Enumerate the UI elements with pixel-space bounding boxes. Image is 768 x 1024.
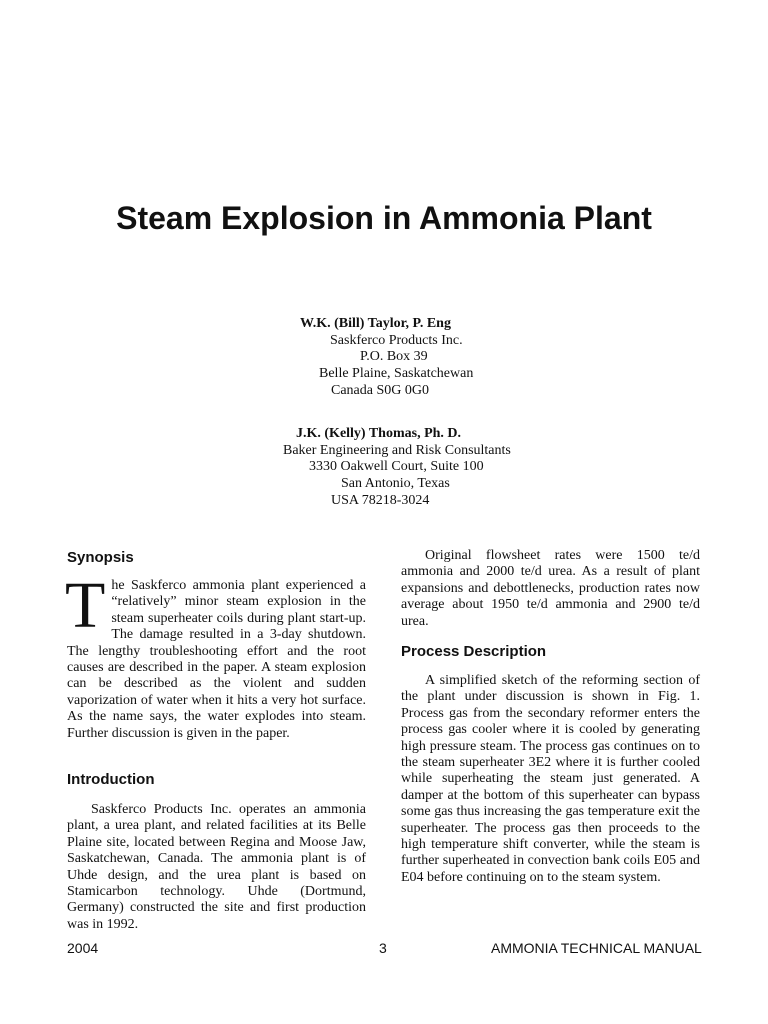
process-paragraph: A simplified sketch of the reforming section of the plant under discussion is shown in Fig. 1. Process gas from the secondary reformer enters the process gas cooler where it is cooled by generating high pressure steam. The process gas continues on to the steam superheater 3E2 where it is further cooled while superheating the steam just generated. A damper at the bottom of this superheater can bypass some gas thus increasing the gas temperature exit the superheater. The process gas then proceeds to the high temperature shift converter, while the steam is further superheated in convection bank coils E05 and E04 before continuing on to the steam system. xyxy=(401,673,700,885)
introduction-heading: Introduction xyxy=(67,771,155,788)
paper-title: Steam Explosion in Ammonia Plant xyxy=(116,200,652,236)
author-affiliation: Saskferco Products Inc. xyxy=(330,333,463,348)
author-name: W.K. (Bill) Taylor, P. Eng xyxy=(300,316,451,331)
synopsis-paragraph xyxy=(65,569,366,742)
author-address: 3330 Oakwell Court, Suite 100 xyxy=(309,459,484,474)
author-country: USA 78218-3024 xyxy=(331,493,430,508)
synopsis-text: he Saskferco ammonia plant experienced a “relatively” minor steam explosion in the steam superheater coils during plant start-up. The damage resulted in a 3-day shutdown. The lengthy troubleshooting effort and the root causes are described in the paper. A steam explosion can be described as the violent and sudden vaporization of water when it hits a very hot surface. As the name says, the water explodes into steam. Further discussion is given in the paper. xyxy=(67,578,366,741)
footer-publication: AMMONIA TECHNICAL MANUAL xyxy=(491,940,702,956)
left-column xyxy=(67,550,366,930)
author-city: Belle Plaine, Saskatchewan xyxy=(319,366,474,381)
drop-cap: T xyxy=(65,569,106,642)
introduction-paragraph: Saskferco Products Inc. operates an ammonia plant, a urea plant, and related facilities at its Belle Plaine site, located between Regina and Moose Jaw, Saskatchewan, Canada. The ammonia plant is of Uhde design, and the urea plant is based on Stamicarbon technology. Uhde (Dortmund, Germany) constructed the site and first production was in 1992. xyxy=(67,802,366,932)
author-affiliation: Baker Engineering and Risk Consultants xyxy=(283,443,511,458)
right-column xyxy=(401,548,700,928)
synopsis-heading: Synopsis xyxy=(67,549,134,566)
author-name: J.K. (Kelly) Thomas, Ph. D. xyxy=(296,426,462,441)
author-city: San Antonio, Texas xyxy=(341,476,450,491)
process-heading: Process Description xyxy=(401,643,547,660)
author-address: P.O. Box 39 xyxy=(360,349,428,364)
rates-paragraph: Original flowsheet rates were 1500 te/d ammonia and 2000 te/d urea. As a result of plant expansions and debottlenecks, production rates now average about 1950 te/d ammonia and 2900 te/d urea. xyxy=(401,548,700,629)
footer-page-number: 3 xyxy=(379,940,387,956)
footer-year: 2004 xyxy=(67,940,99,956)
author-country: Canada S0G 0G0 xyxy=(331,383,429,398)
